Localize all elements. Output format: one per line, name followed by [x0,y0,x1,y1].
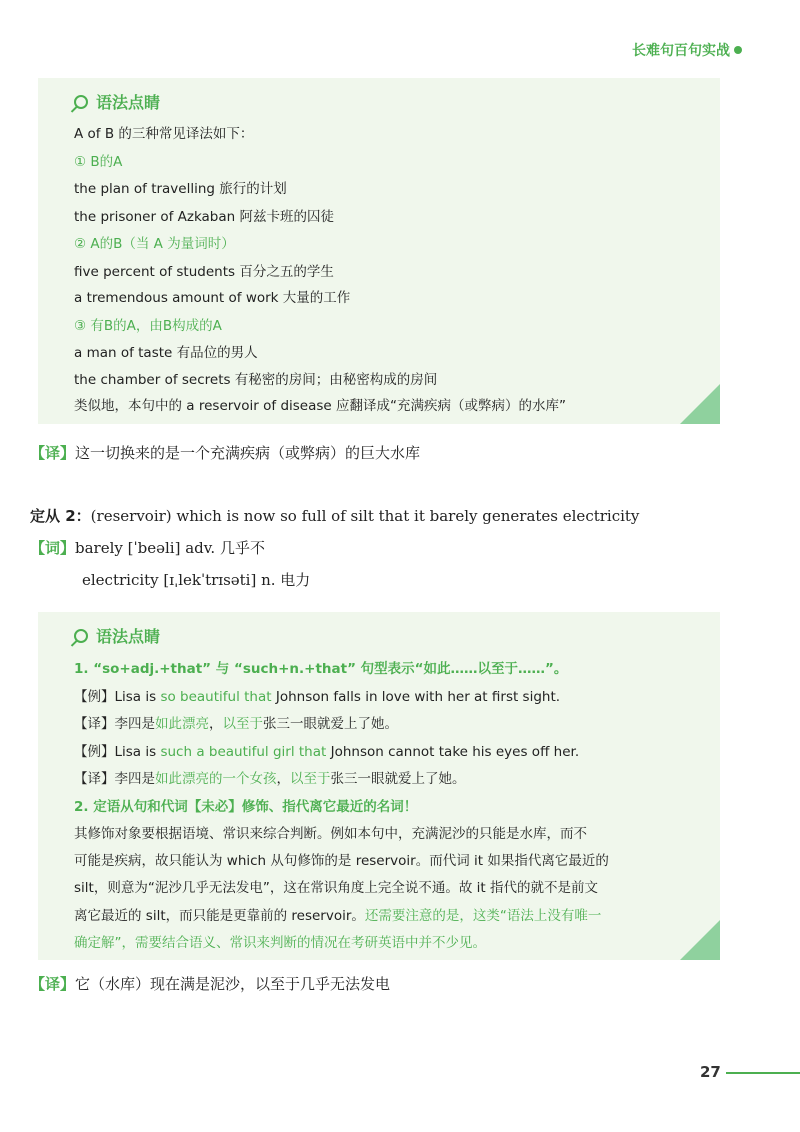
tip2-translation-2: 【译】李四是如此漂亮的一个女孩，以至于张三一眼就爱上了她。 [74,771,466,787]
tip1-example: five percent of students 百分之五的学生 [74,264,334,280]
running-header: 长难句百句实战 [632,43,730,59]
tip2-paragraph-line: 确定解”，需要结合语义、常识来判断的情况在考研英语中并不少见。 [74,935,486,951]
translation-2: 【译】它（水库）现在满是泥沙，以至于几乎无法发电 [30,975,391,993]
tip2-paragraph-line: 可能是疾病，故只能认为 which 从句修饰的是 reservoir。而代词 it 如果指代离它最近的 [74,853,609,869]
tip2-example-2: 【例】Lisa is such a beautiful girl that Johnson cannot take his eyes off her. [74,744,580,760]
tip2-paragraph-line: 离它最近的 silt，而只能是更靠前的 reservoir。还需要注意的是，这类“语法上没有唯一 [74,908,602,924]
tip1-conclusion: 类似地，本句中的 a reservoir of disease 应翻译成“充满疾病（或弊病）的水库” [74,398,566,414]
grammar-tip-box-1 [38,78,720,424]
page-fold-corner [680,920,720,960]
tip1-example: the prisoner of Azkaban 阿兹卡班的囚徒 [74,209,334,225]
tip1-pattern-3: ③ 有B的A，由B构成的A [74,318,222,334]
header-dot [734,46,742,54]
vocab-line-1: 【词】barely [ˈbeəli] adv. 几乎不 [30,539,265,557]
magnifier-icon [74,95,88,109]
tip1-example: the chamber of secrets 有秘密的房间；由秘密构成的房间 [74,372,438,388]
translation-1: 【译】这一切换来的是一个充满疾病（或弊病）的巨大水库 [30,444,421,462]
tip2-translation-1: 【译】李四是如此漂亮，以至于张三一眼就爱上了她。 [74,716,398,732]
tip1-example: a tremendous amount of work 大量的工作 [74,290,351,306]
page-fold-corner [680,384,720,424]
tip-title-2: 语法点睛 [74,624,160,647]
tip2-example-1: 【例】Lisa is so beautiful that Johnson falls in love with her at first sight. [74,689,561,705]
tip1-example: the plan of travelling 旅行的计划 [74,181,287,197]
tip2-heading-1: 1. “so+adj.+that” 与 “such+n.+that” 句型表示“如此……以至于……”。 [74,661,568,677]
page-number-rule [726,1072,800,1074]
tip2-heading-2: 2. 定语从句和代词【未必】修饰、指代离它最近的名词！ [74,799,418,815]
tip2-paragraph-line: silt，则意为“泥沙几乎无法发电”，这在常识角度上完全说不通。故 it 指代的就不是前文 [74,880,598,896]
page-number: 27 [700,1063,721,1081]
vocab-line-2: electricity [ɪˌlekˈtrɪsəti] n. 电力 [82,571,311,589]
tip1-line: A of B 的三种常见译法如下： [74,126,254,142]
tip2-paragraph-line: 其修饰对象要根据语境、常识来综合判断。例如本句中，充满泥沙的只能是水库，而不 [74,826,587,842]
grammar-tip-box-2 [38,612,720,960]
tip1-pattern-2: ② A的B（当 A 为量词时） [74,236,235,252]
magnifier-icon [74,629,88,643]
tip-title-1: 语法点睛 [74,90,160,113]
clause-2: 定从 2：(reservoir) which is now so full of silt that it barely generates electricity [30,507,640,525]
tip1-pattern-1: ① B的A [74,154,123,170]
tip1-example: a man of taste 有品位的男人 [74,345,258,361]
